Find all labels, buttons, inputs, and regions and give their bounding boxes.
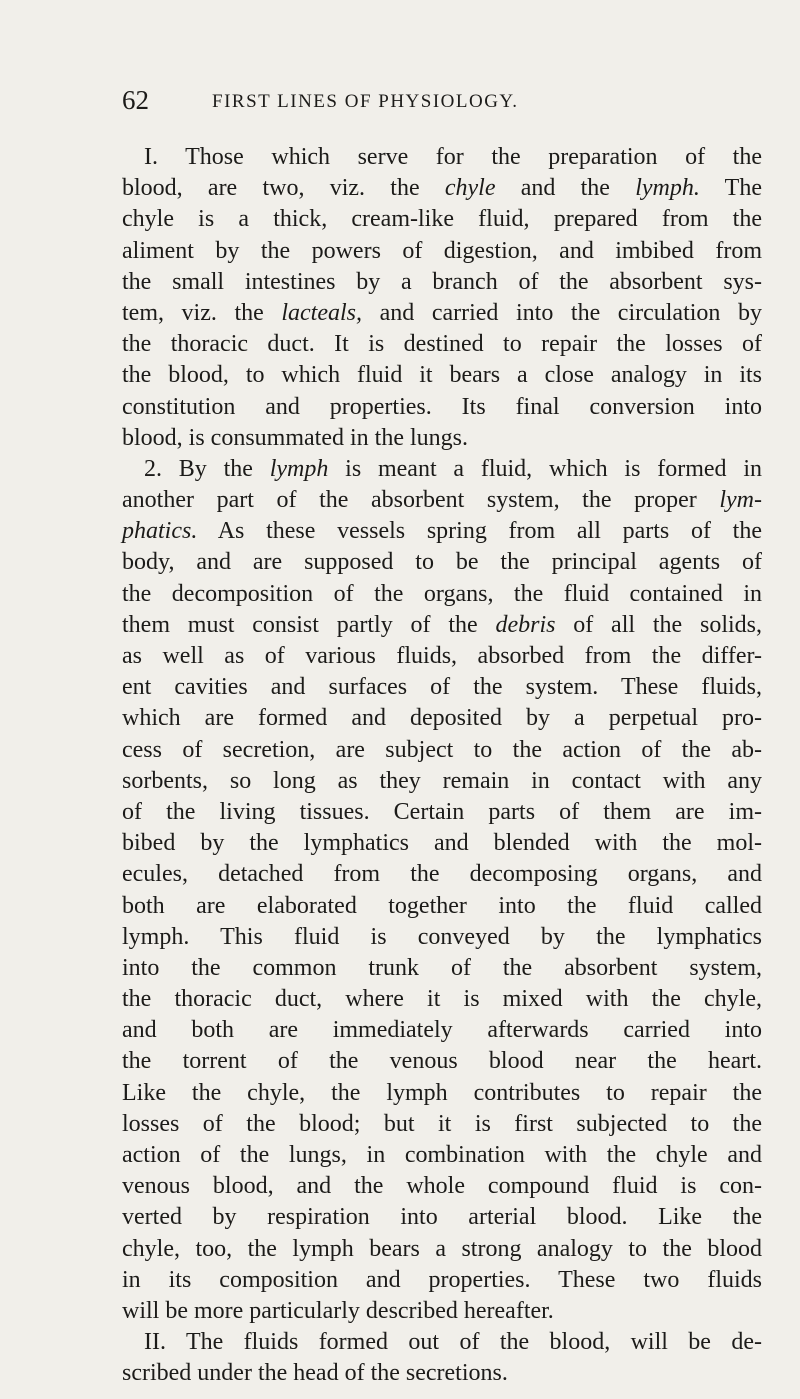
text-line <box>122 360 762 391</box>
text-segment: chyle, too, the lymph bears a strong analogy to the blood <box>122 1235 762 1262</box>
italic-term: lymph. <box>635 175 700 202</box>
text-line <box>122 516 762 547</box>
page-number: 62 <box>122 85 149 115</box>
text-line <box>122 1171 762 1202</box>
text-line <box>122 641 762 672</box>
text-segment: the blood, to which fluid it bears a close analogy in its <box>122 362 762 389</box>
text-line <box>122 984 762 1015</box>
text-segment: them must consist partly of the <box>122 611 496 638</box>
text-line <box>122 1140 762 1171</box>
text-segment: into the common trunk of the absorbent system, <box>122 954 762 981</box>
text-segment: ecules, detached from the decomposing organs, and <box>122 861 762 888</box>
text-line <box>122 204 762 235</box>
text-line <box>122 735 762 766</box>
text-segment: aliment by the powers of digestion, and imbibed from <box>122 237 762 264</box>
running-title: FIRST LINES OF PHYSIOLOGY. <box>212 91 519 112</box>
text-segment: cess of secretion, are subject to the action of the ab- <box>122 736 762 763</box>
text-segment: bibed by the lymphatics and blended with the mol- <box>122 830 762 857</box>
text-line <box>122 1109 762 1140</box>
text-line <box>122 703 762 734</box>
text-line <box>122 392 762 423</box>
text-line <box>122 1358 762 1389</box>
text-segment: I. Those which serve for the preparation of the <box>144 144 762 170</box>
text-segment: 2. By the <box>144 455 270 482</box>
text-line <box>122 828 762 859</box>
italic-term: chyle <box>444 175 496 202</box>
body-text <box>122 142 762 1390</box>
text-segment: is meant a fluid, which is formed in <box>328 455 763 482</box>
text-segment: verted by respiration into arterial blood. Like the <box>122 1204 762 1231</box>
text-segment: venous blood, and the whole compound fluid is con- <box>122 1173 762 1200</box>
text-line <box>122 236 762 267</box>
text-line <box>122 1296 762 1327</box>
text-segment: the thoracic duct. It is destined to repair the losses of <box>122 331 762 358</box>
text-segment: which are formed and deposited by a perpetual pro- <box>122 705 762 732</box>
text-line <box>122 922 762 953</box>
text-segment: action of the lungs, in combination with the chyle and <box>122 1142 762 1168</box>
text-line <box>122 1234 762 1265</box>
text-segment: blood, are two, viz. the <box>122 175 445 202</box>
text-segment: losses of the blood; but it is first subjected to the <box>122 1110 762 1137</box>
text-segment: As these vessels spring from all parts of the <box>197 518 762 545</box>
text-line <box>122 547 762 578</box>
text-segment: another part of the absorbent system, the proper <box>122 487 720 514</box>
text-segment: and both are immediately afterwards carried into <box>122 1017 762 1044</box>
text-segment: lymph. This fluid is conveyed by the lymphatics <box>122 923 762 950</box>
text-segment: constitution and properties. Its final conversion into <box>122 393 762 420</box>
text-line <box>122 672 762 703</box>
text-line <box>122 766 762 797</box>
text-segment: body, and are supposed to be the principal agents of <box>122 549 762 576</box>
text-line <box>122 1327 762 1358</box>
text-segment: both are elaborated together into the fluid called <box>122 892 762 919</box>
text-line <box>122 953 762 984</box>
text-segment: in its composition and properties. These two fluids <box>122 1266 762 1293</box>
text-line <box>122 859 762 890</box>
italic-term: debris <box>495 611 556 638</box>
text-segment: ent cavities and surfaces of the system. These fluids, <box>122 674 762 701</box>
text-segment: and the <box>495 175 636 202</box>
text-segment: the torrent of the venous blood near the heart. <box>122 1048 762 1075</box>
text-segment: of all the solids, <box>555 611 762 638</box>
text-line <box>122 797 762 828</box>
text-segment: the thoracic duct, where it is mixed with the chyle, <box>122 986 762 1013</box>
text-line <box>122 454 762 485</box>
text-segment: as well as of various fluids, absorbed from the differ- <box>122 643 762 669</box>
text-line <box>122 485 762 516</box>
text-line <box>122 329 762 360</box>
italic-term: lymph <box>269 455 329 482</box>
text-segment: the decomposition of the organs, the fluid contained in <box>122 580 762 607</box>
text-segment: sorbents, so long as they remain in contact with any <box>122 767 762 794</box>
text-line <box>122 891 762 922</box>
text-line <box>122 1046 762 1077</box>
italic-term: lym- <box>719 487 762 514</box>
text-line <box>122 142 762 173</box>
text-segment: chyle is a thick, cream-like fluid, prepared from the <box>122 206 762 233</box>
text-line <box>122 1265 762 1296</box>
text-segment: the small intestines by a branch of the absorbent sys- <box>122 268 762 295</box>
text-line <box>122 267 762 298</box>
text-line <box>122 579 762 610</box>
text-line <box>122 1202 762 1233</box>
text-line <box>122 298 762 329</box>
text-segment: of the living tissues. Certain parts of them are im- <box>122 798 762 825</box>
text-line <box>122 1078 762 1109</box>
text-segment: II. The fluids formed out of the blood, will be de- <box>144 1329 762 1356</box>
text-segment: Like the chyle, the lymph contributes to repair the <box>122 1079 762 1106</box>
text-segment: will be more particularly described hereafter. <box>122 1297 554 1324</box>
page-header <box>122 82 762 118</box>
text-segment: The <box>699 175 762 202</box>
text-line <box>122 1015 762 1046</box>
text-line <box>122 423 762 454</box>
text-segment: tem, viz. the <box>122 299 282 326</box>
italic-term: lacteals, <box>281 299 363 326</box>
text-segment: and carried into the circulation by <box>362 299 762 326</box>
text-line <box>122 173 762 204</box>
italic-term: phatics. <box>122 518 198 545</box>
text-segment: scribed under the head of the secretions. <box>122 1360 508 1387</box>
text-segment: blood, is consummated in the lungs. <box>122 424 468 451</box>
text-line <box>122 610 762 641</box>
